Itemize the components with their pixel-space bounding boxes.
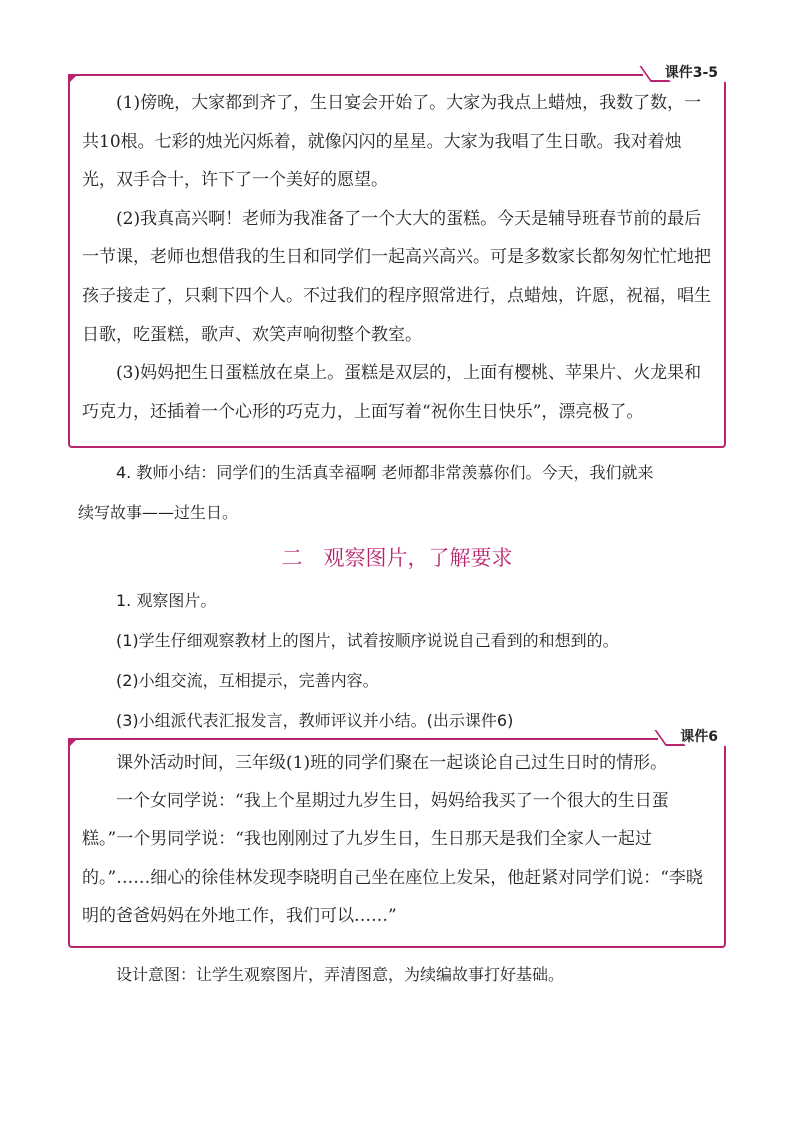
summary-line-2: 续写故事——过生日。: [78, 503, 239, 522]
courseware-box-2: [68, 729, 726, 948]
step-item-2: (2)小组交流，互相提示，完善内容。: [116, 671, 379, 690]
courseware-1-paragraph-3: (3)妈妈把生日蛋糕放在桌上。蛋糕是双层的，上面有樱桃、苹果片、火龙果和巧克力，还插着一个心形的巧克力，上面写着“祝你生日快乐”，漂亮极了。: [82, 363, 702, 422]
courseware-2-paragraph-1: 课外活动时间，三年级(1)班的同学们聚在一起谈论自己过生日时的情形。: [116, 753, 668, 773]
courseware-tag-1: 课件3-5: [643, 64, 726, 82]
step-item-3: (3)小组派代表汇报发言，教师评议并小结。(出示课件6): [116, 711, 514, 730]
box-corner-decoration: [68, 74, 78, 84]
design-intent: 设计意图：让学生观察图片，弄清图意，为续编故事打好基础。: [116, 965, 565, 984]
courseware-1-paragraph-2: (2)我真高兴啊！老师为我准备了一个大大的蛋糕。今天是辅导班春节前的最后一节课，老师也想借我的生日和同学们一起高兴高兴。可是多数家长都匆匆忙忙地把孩子接走了，只剩下四个人。不过我们的程序照常进行，点蜡烛，许愿，祝福，唱生日歌，吃蛋糕，歌声、欢笑声响彻整个教室。: [82, 208, 711, 345]
box-corner-decoration: [68, 738, 78, 748]
step-item-1: (1)学生仔细观察教材上的图片，试着按顺序说说自己看到的和想到的。: [116, 631, 619, 650]
courseware-box-1: [68, 65, 726, 448]
courseware-tag-2: 课件6: [658, 728, 726, 746]
summary-line-1: 4. 教师小结：同学们的生活真幸福啊 老师都非常羡慕你们。今天，我们就来: [116, 463, 654, 482]
courseware-2-paragraph-2: 一个女同学说：“我上个星期过九岁生日，妈妈给我买了一个很大的生日蛋糕。”一个男同学说：“我也刚刚过了九岁生日，生日那天是我们全家人一起过的。”……细心的徐佳林发现李晓明自己坐在座位上发呆，他赶紧对同学们说：“李晓明的爸爸妈妈在外地工作，我们可以……”: [82, 791, 703, 926]
courseware-1-paragraph-1: (1)傍晚，大家都到齐了，生日宴会开始了。大家为我点上蜡烛，我数了数，一共10根。七彩的烛光闪烁着，就像闪闪的星星。大家为我唱了生日歌。我对着烛光，双手合十，许下了一个美好的愿望。: [82, 93, 702, 191]
step-heading: 1. 观察图片。: [116, 591, 217, 610]
section-title: 二 观察图片，了解要求: [281, 546, 513, 570]
